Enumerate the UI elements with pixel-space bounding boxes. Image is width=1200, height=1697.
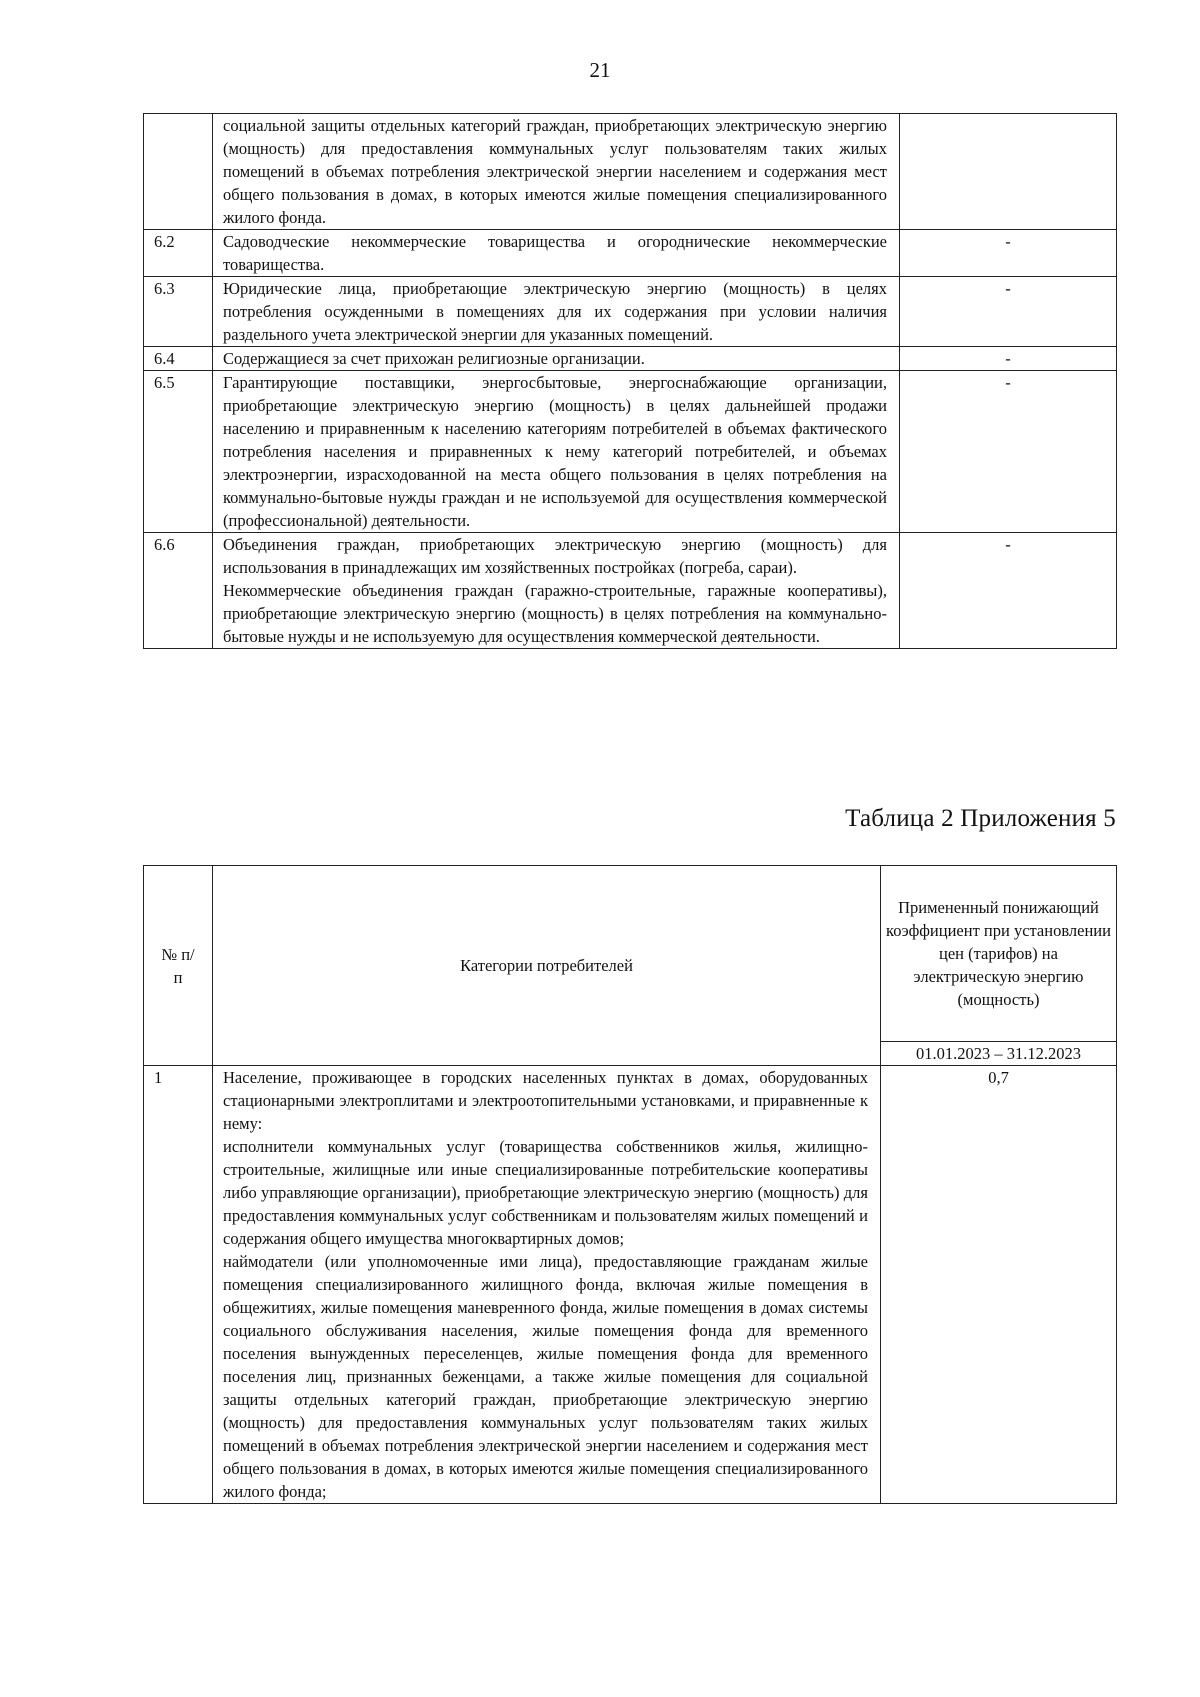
- table-row: [144, 230, 1117, 277]
- row-coefficient-value: -: [900, 533, 1117, 649]
- page-number: 21: [589, 58, 611, 82]
- row-number: 6.3: [144, 277, 213, 347]
- row-category-text: Гарантирующие поставщики, энергосбытовые, энергоснабжающие организации, приобретающие электрическую энергию (мощность) в целях дальнейшей продажи населению и приравненным к населению категориям потребителей в объемах фактического потребления населения и приравненных к нему категорий потребителей, и объемах электроэнергии, израсходованной на места общего пользования в целях потребления на коммунально-бытовые нужды граждан и не используемой для осуществления коммерческой (профессиональной) деятельности.: [213, 371, 900, 533]
- row-category-text: Юридические лица, приобретающие электрическую энергию (мощность) в целях потребления осужденными в помещениях для их содержания при условии наличия раздельного учета электрической энергии для указанных помещений.: [213, 277, 900, 347]
- row-category-text: Объединения граждан, приобретающих электрическую энергию (мощность) для использования в принадлежащих им хозяйственных постройках (погреба, сараи).: [223, 535, 887, 577]
- row-number: 6.2: [144, 230, 213, 277]
- header-period: 01.01.2023 – 31.12.2023: [881, 1042, 1117, 1066]
- table-row: [144, 371, 1117, 533]
- row-category-paragraph: исполнители коммунальных услуг (товарищества собственников жилья, жилищно-строительные, жилищные или иные специализированные потребительские кооперативы либо управляющие организации), приобретающие электрическую энергию (мощность) для предоставления коммунальных услуг собственникам и пользователям жилых помещений и содержания общего имущества многоквартирных домов;: [223, 1137, 868, 1248]
- row-number: 6.6: [144, 533, 213, 649]
- table-header-row: [144, 866, 1117, 1042]
- table-row: [144, 277, 1117, 347]
- row-coefficient-value: -: [900, 230, 1117, 277]
- row-category-cell: [213, 1066, 881, 1504]
- table-row: [144, 1066, 1117, 1504]
- table-row: [144, 347, 1117, 371]
- row-category-text: социальной защиты отдельных категорий граждан, приобретающих электрическую энергию (мощность) для предоставления коммунальных услуг пользователям таких жилых помещений в объемах потребления электрической энергии населением и содержания мест общего пользования в домах, в которых имеются жилые помещения специализированного жилого фонда.: [213, 114, 900, 230]
- row-category-text: Содержащиеся за счет прихожан религиозные организации.: [213, 347, 900, 371]
- coefficients-table: [143, 865, 1117, 1504]
- table-row: [144, 533, 1117, 649]
- row-coefficient-value: 0,7: [881, 1066, 1117, 1504]
- row-category-cell: [213, 533, 900, 649]
- row-number: 1: [144, 1066, 213, 1504]
- row-number: [144, 114, 213, 230]
- row-coefficient-value: [900, 114, 1117, 230]
- header-coefficient: Примененный понижающий коэффициент при установлении цен (тарифов) на электрическую энергию (мощность): [881, 866, 1117, 1042]
- row-coefficient-value: -: [900, 347, 1117, 371]
- row-category-text: Садоводческие некоммерческие товарищества и огороднические некоммерческие товарищества.: [213, 230, 900, 277]
- row-number: 6.4: [144, 347, 213, 371]
- row-category-paragraph: Население, проживающее в городских населенных пунктах в домах, оборудованных стационарными электроплитами и электроотопительными установками, и приравненные к нему:: [223, 1068, 868, 1133]
- row-coefficient-value: -: [900, 277, 1117, 347]
- header-number: № п/п: [144, 866, 213, 1066]
- table-row: [144, 114, 1117, 230]
- row-category-text-continued: Некоммерческие объединения граждан (гаражно-строительные, гаражные кооперативы), приобретающие электрическую энергию (мощность) в целях потребления на коммунально-бытовые нужды и не используемую для осуществления коммерческой деятельности.: [223, 581, 887, 646]
- categories-table-continued: [143, 113, 1117, 649]
- table-caption: Таблица 2 Приложения 5: [845, 805, 1116, 832]
- row-category-paragraph: наймодатели (или уполномоченные ими лица), предоставляющие гражданам жилые помещения специализированного жилищного фонда, включая жилые помещения в общежитиях, жилые помещения маневренного фонда, жилые помещения в домах системы социального обслуживания населения, жилые помещения фонда для временного поселения вынужденных переселенцев, жилые помещения фонда для временного поселения лиц, признанных беженцами, а также жилые помещения для социальной защиты отдельных категорий граждан, приобретающие электрическую энергию (мощность) для предоставления коммунальных услуг пользователям таких жилых помещений в объемах потребления электрической энергии населением и содержания мест общего пользования в домах, в которых имеются жилые помещения специализированного жилого фонда;: [223, 1252, 868, 1501]
- row-coefficient-value: -: [900, 371, 1117, 533]
- header-category: Категории потребителей: [213, 866, 881, 1066]
- row-number: 6.5: [144, 371, 213, 533]
